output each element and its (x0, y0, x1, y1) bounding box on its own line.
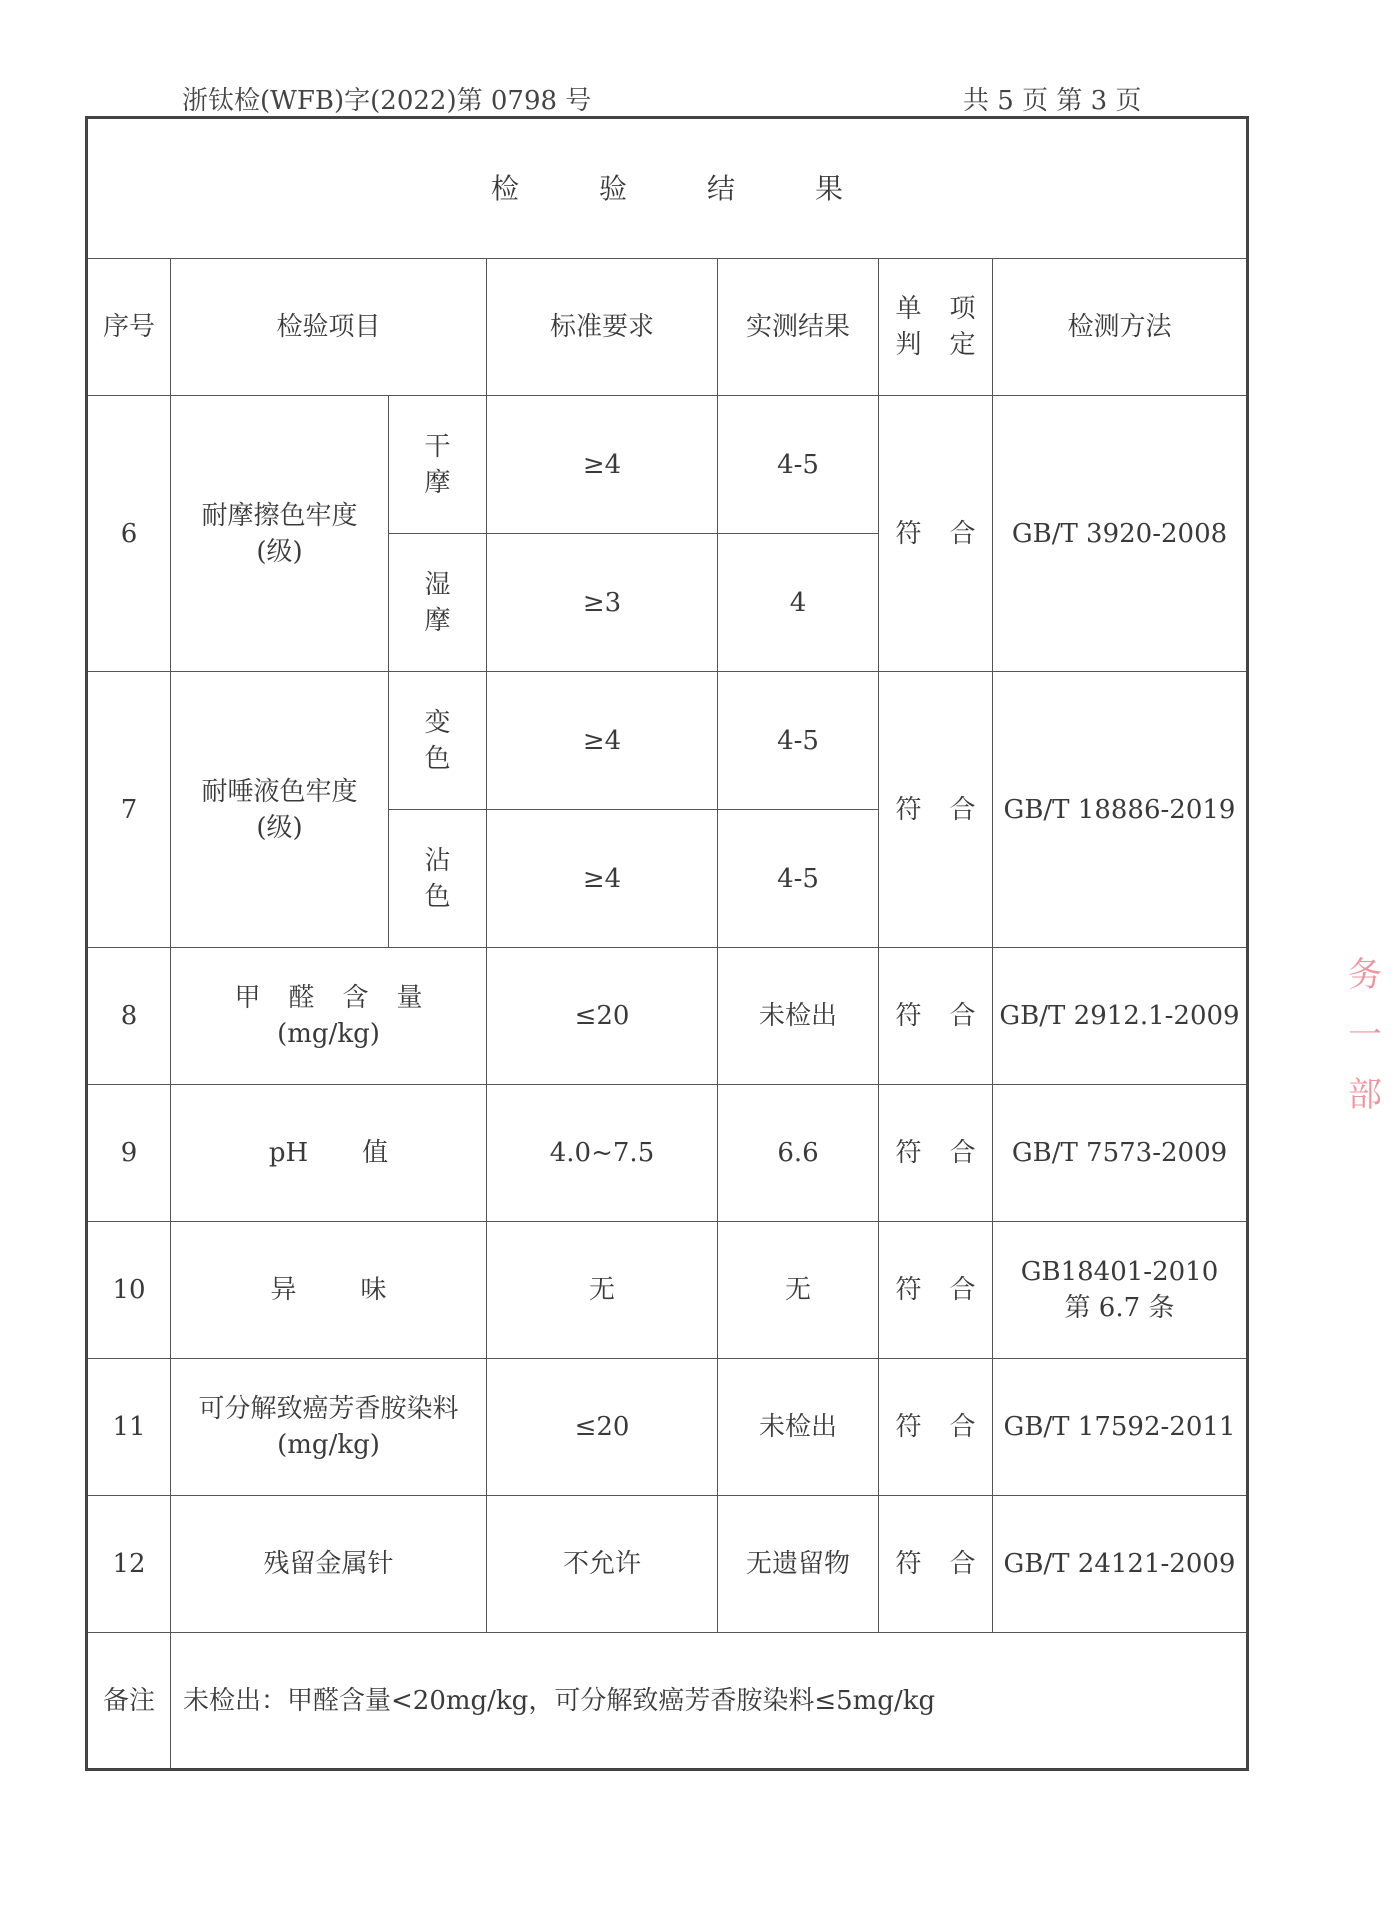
table-row: 11 可分解致癌芳香胺染料 (mg/kg) ≤20 未检出 符 合 GB/T 17592-2011 (87, 1359, 1248, 1496)
results-table (85, 116, 1249, 1771)
table-row: 8 甲 醛 含 量 (mg/kg) ≤20 未检出 符 合 GB/T 2912.1-2009 (87, 948, 1248, 1085)
col-result: 实测结果 (718, 259, 879, 396)
table-row: 9 pH 值 4.0~7.5 6.6 符 合 GB/T 7573-2009 (87, 1085, 1248, 1222)
table-row: 12 残留金属针 不允许 无遗留物 符 合 GB/T 24121-2009 (87, 1496, 1248, 1633)
table-row: 湿摩 ≥3 4 (87, 534, 1248, 672)
col-item: 检验项目 (171, 259, 487, 396)
col-judge: 单 项 判 定 (879, 259, 993, 396)
seal-stamp-fragment: 务 一 部 (1348, 955, 1382, 1115)
table-row: 沾色 ≥4 4-5 (87, 810, 1248, 948)
col-no: 序号 (87, 259, 171, 396)
col-method: 检测方法 (993, 259, 1248, 396)
remark-row (87, 1633, 1248, 1770)
page-indicator: 共 5 页 第 3 页 (963, 86, 1142, 116)
table-title: 检 验 结 果 (87, 118, 1248, 259)
header-row (87, 259, 1248, 396)
remark-label: 备注 (87, 1633, 171, 1770)
table-row: 10 异 味 无 无 符 合 GB18401-2010 第 6.7 条 (87, 1222, 1248, 1359)
table-row: 6 耐摩擦色牢度 (级) 干摩 ≥4 4-5 符 合 GB/T 3920-2008 (87, 396, 1248, 534)
report-number: 浙钛检(WFB)字(2022)第 0798 号 (182, 86, 592, 116)
col-standard: 标准要求 (487, 259, 718, 396)
remark-text: 未检出：甲醛含量<20mg/kg，可分解致癌芳香胺染料≤5mg/kg (171, 1633, 1248, 1770)
table-row: 7 耐唾液色牢度 (级) 变色 ≥4 4-5 符 合 GB/T 18886-2019 (87, 672, 1248, 810)
